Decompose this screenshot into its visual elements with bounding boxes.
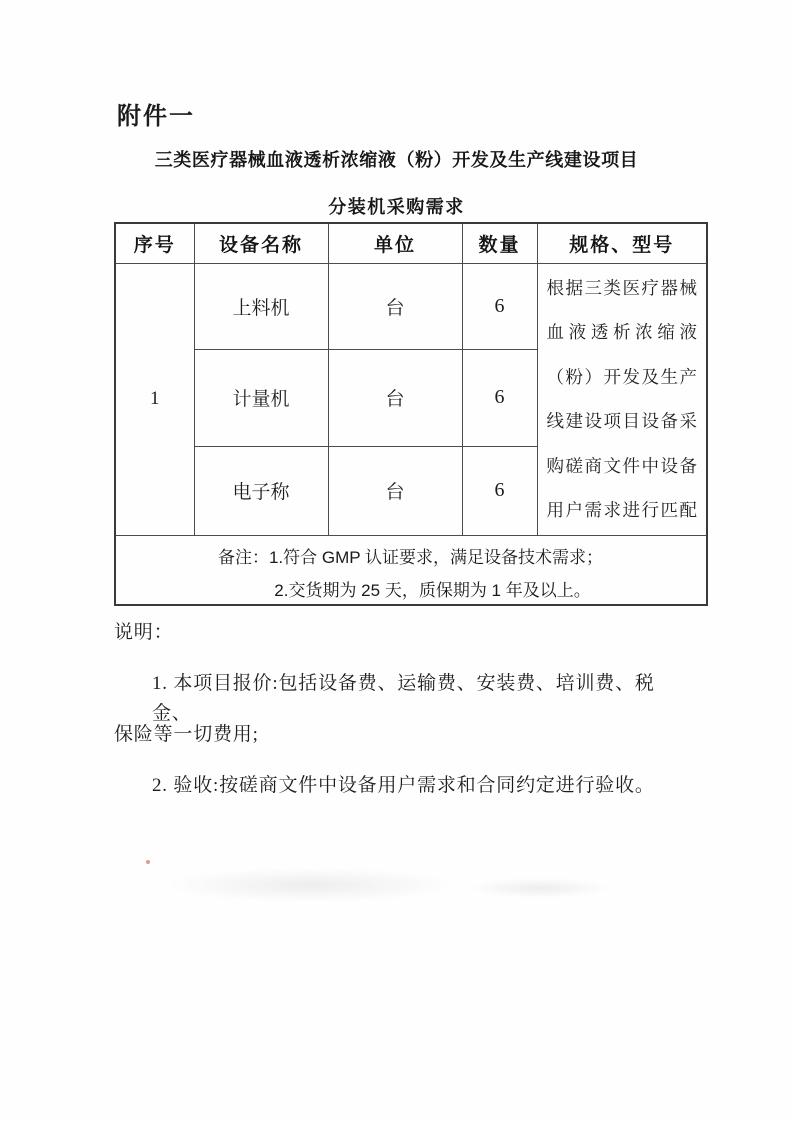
equipment-table [114,222,708,606]
note-item-1-line-1: 1. 本项目报价:包括设备费、运输费、安装费、培训费、税金、 [152,673,655,724]
spec-text-line: 用户需求进行匹配 [546,500,697,520]
note-item-1-line-2: 保险等一切费用; [114,724,259,745]
scan-artifact-smudge [470,878,610,898]
scan-artifact-red-dot [146,860,150,864]
unit-cell: 台 [328,447,462,535]
attachment-label: 附件一 [117,103,195,130]
scan-artifact-smudge [165,868,455,902]
quantity-cell: 6 [462,349,537,446]
document-title-line1: 三类医疗器械血液透析浓缩液（粉）开发及生产线建设项目 [154,150,639,170]
spec-text-line: （粉）开发及生产 [546,366,697,387]
unit-cell: 台 [328,349,462,446]
quantity-cell: 6 [462,447,537,535]
table-header-row [115,223,707,263]
serial-number-cell: 1 [115,263,194,535]
spec-text-line: 购磋商文件中设备 [546,455,697,476]
header-quantity: 数量 [462,223,537,263]
quantity-cell: 6 [462,263,537,349]
equipment-name-cell: 电子称 [194,447,328,535]
header-serial: 序号 [115,223,194,263]
remark-row [115,535,707,605]
remark-line-1 [123,545,698,571]
remark-cell [115,535,707,605]
spec-text-line: 血液透析浓缩液 [546,322,697,342]
equipment-name-cell: 上料机 [194,263,328,349]
unit-cell: 台 [328,263,462,349]
notes-section [114,612,694,816]
document-title-line2: 分装机采购需求 [328,197,465,217]
header-spec-model: 规格、型号 [537,223,707,263]
spec-text-line: 线建设项目设备采 [546,411,697,431]
note-item-2: 2. 验收:按磋商文件中设备用户需求和合同约定进行验收。 [152,775,655,796]
table-row [115,263,707,349]
spec-text-line: 根据三类医疗器械 [546,277,697,298]
remark-label: 备注： [217,547,269,567]
header-unit: 单位 [328,223,462,263]
remark-text-1: 1.符合 GMP 认证要求，满足设备技术需求； [268,547,604,567]
remark-line-2: 2.交货期为 25 天，质保期为 1 年及以上。 [274,580,591,600]
spec-model-cell [537,263,707,535]
header-equipment-name: 设备名称 [194,223,328,263]
equipment-name-cell: 计量机 [194,349,328,446]
notes-heading: 说明： [114,622,174,643]
